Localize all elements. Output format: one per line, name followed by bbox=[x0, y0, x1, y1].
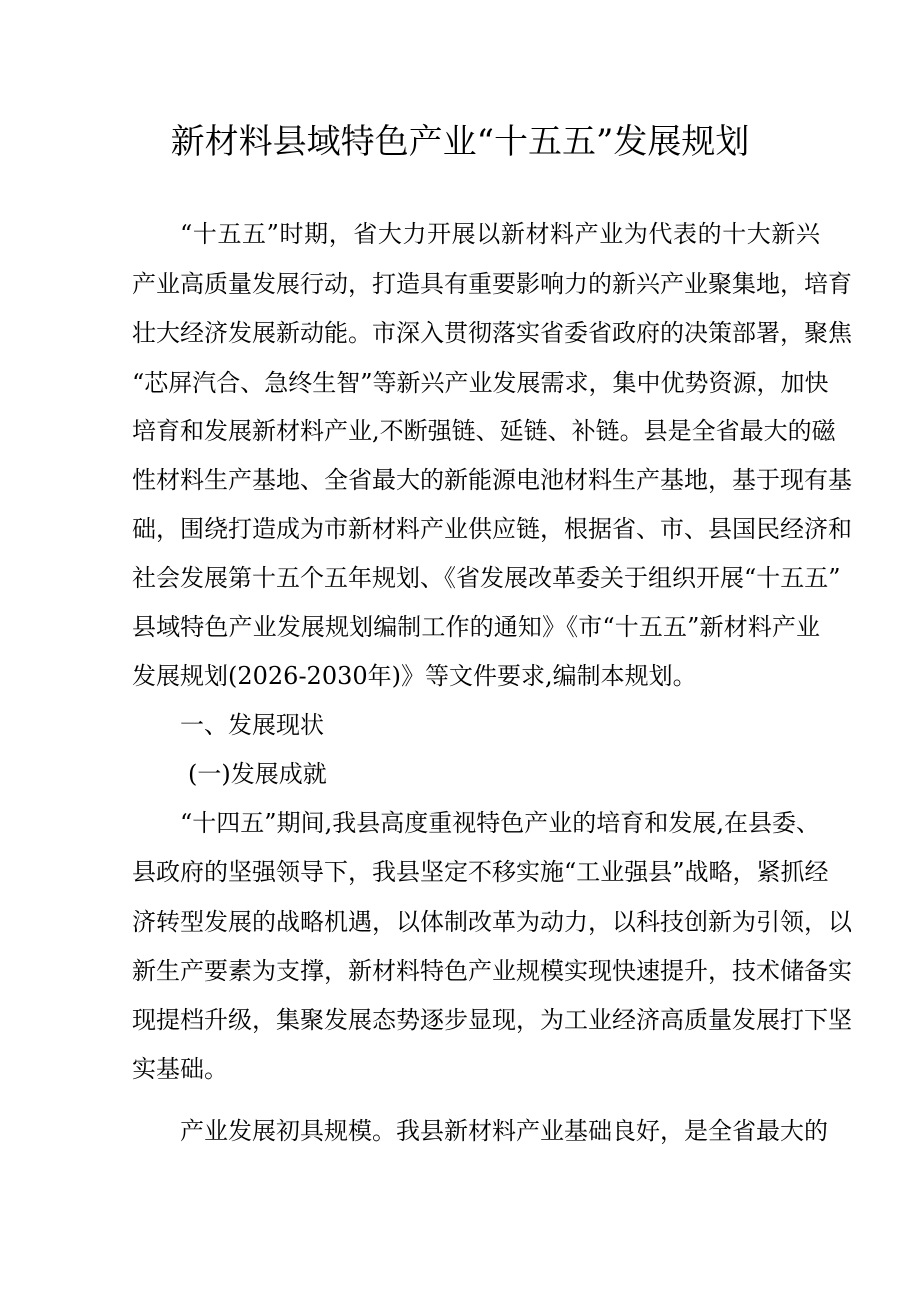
paragraph-line: 础，围绕打造成为市新材料产业供应链，根据省、市、县国民经济和 bbox=[132, 515, 852, 543]
paragraph-line: 县政府的坚强领导下，我县坚定不移实施“工业强县”战略，紧抓经 bbox=[132, 858, 829, 886]
paragraph-line: 实基础。 bbox=[132, 1055, 228, 1083]
paragraph-line: 社会发展第十五个五年规划、《省发展改革委关于组织开展“十五五” bbox=[132, 564, 841, 592]
paragraph-line: “芯屏汽合、急终生智”等新兴产业发展需求，集中优势资源，加快 bbox=[132, 369, 829, 397]
subsection-heading: (一)发展成就 bbox=[188, 760, 327, 788]
paragraph-line: 壮大经济发展新动能。市深入贯彻落实省委省政府的决策部署，聚焦 bbox=[132, 319, 852, 347]
paragraph-line: 发展规划(2026-2030年)》等文件要求,编制本规划。 bbox=[132, 662, 697, 690]
paragraph-line: 济转型发展的战略机遇，以体制改革为动力，以科技创新为引领，以 bbox=[132, 908, 852, 936]
paragraph-line: 县域特色产业发展规划编制工作的通知》《市“十五五”新材料产业 bbox=[132, 613, 820, 641]
paragraph-line: “十五五”时期，省大力开展以新材料产业为代表的十大新兴 bbox=[180, 220, 820, 248]
paragraph-line: “十四五”期间,我县高度重视特色产业的培育和发展,在县委、 bbox=[180, 809, 820, 837]
paragraph-line: 现提档升级，集聚发展态势逐步显现，为工业经济高质量发展打下坚 bbox=[132, 1006, 852, 1034]
paragraph-line: 产业发展初具规模。我县新材料产业基础良好，是全省最大的 bbox=[180, 1117, 828, 1145]
paragraph-line: 性材料生产基地、全省最大的新能源电池材料生产基地，基于现有基 bbox=[132, 466, 852, 494]
section-heading: 一、发展现状 bbox=[180, 711, 324, 739]
paragraph-line: 新生产要素为支撑，新材料特色产业规模实现快速提升，技术储备实 bbox=[132, 957, 852, 985]
paragraph-line: 产业高质量发展行动，打造具有重要影响力的新兴产业聚集地，培育 bbox=[132, 270, 852, 298]
document-title: 新材料县域特色产业“十五五”发展规划 bbox=[170, 122, 750, 162]
paragraph-line: 培育和发展新材料产业,不断强链、延链、补链。县是全省最大的磁 bbox=[132, 417, 836, 445]
